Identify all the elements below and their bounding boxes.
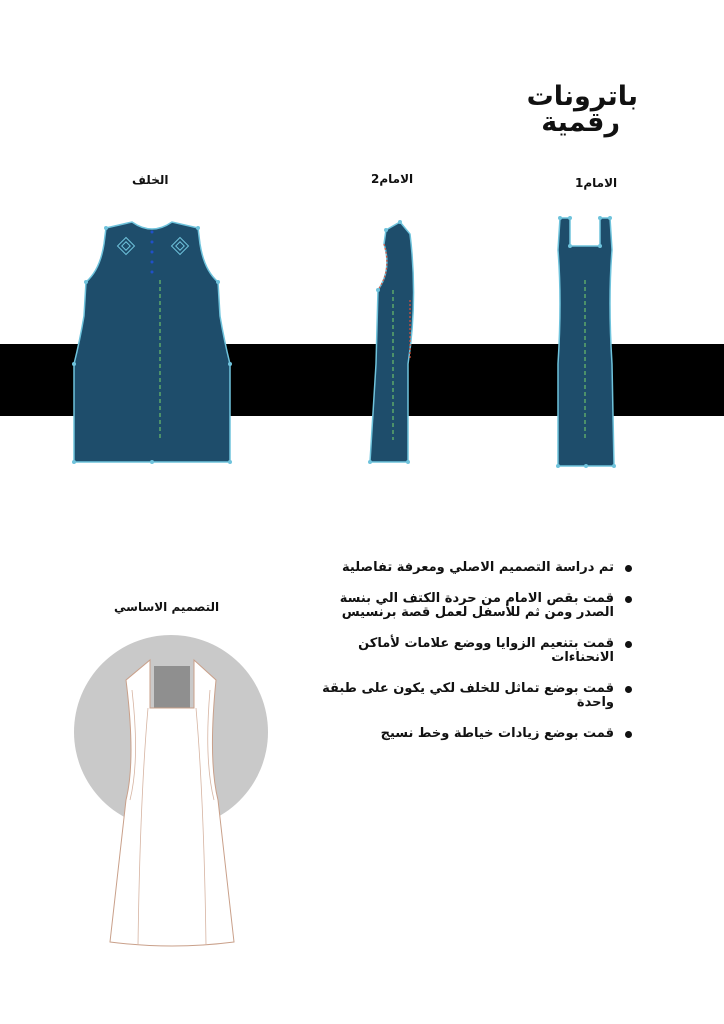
title-line-2: رقمية xyxy=(541,107,620,138)
label-front-2: الامام2 xyxy=(371,172,414,186)
pattern-front-1 xyxy=(556,216,616,468)
basic-design-label: التصميم الاساسي xyxy=(114,600,220,614)
label-front-1: الامام1 xyxy=(575,176,618,190)
title-line-1: باترونات xyxy=(526,81,638,112)
basic-design-illustration xyxy=(74,635,268,946)
steps-list xyxy=(302,561,632,758)
label-back: الخلف xyxy=(132,173,169,187)
list-item: تم دراسة التصميم الاصلي ومعرفة تفاصلية xyxy=(302,561,632,575)
list-item: قمت بقص الامام من حردة الكتف الي بنسة الصدر ومن ثم للأسفل لعمل قصة برنسيس xyxy=(302,592,632,620)
pattern-front-2 xyxy=(368,220,414,464)
list-item: قمت بوضع زيادات خياطة وخط نسيج xyxy=(302,727,632,741)
list-item: قمت بوضع تماثل للخلف لكي يكون على طبقة واحدة xyxy=(302,682,632,710)
list-item: قمت بتنعيم الزوايا ووضع علامات لأماكن الانحناءات xyxy=(302,637,632,665)
pattern-back xyxy=(72,222,232,464)
